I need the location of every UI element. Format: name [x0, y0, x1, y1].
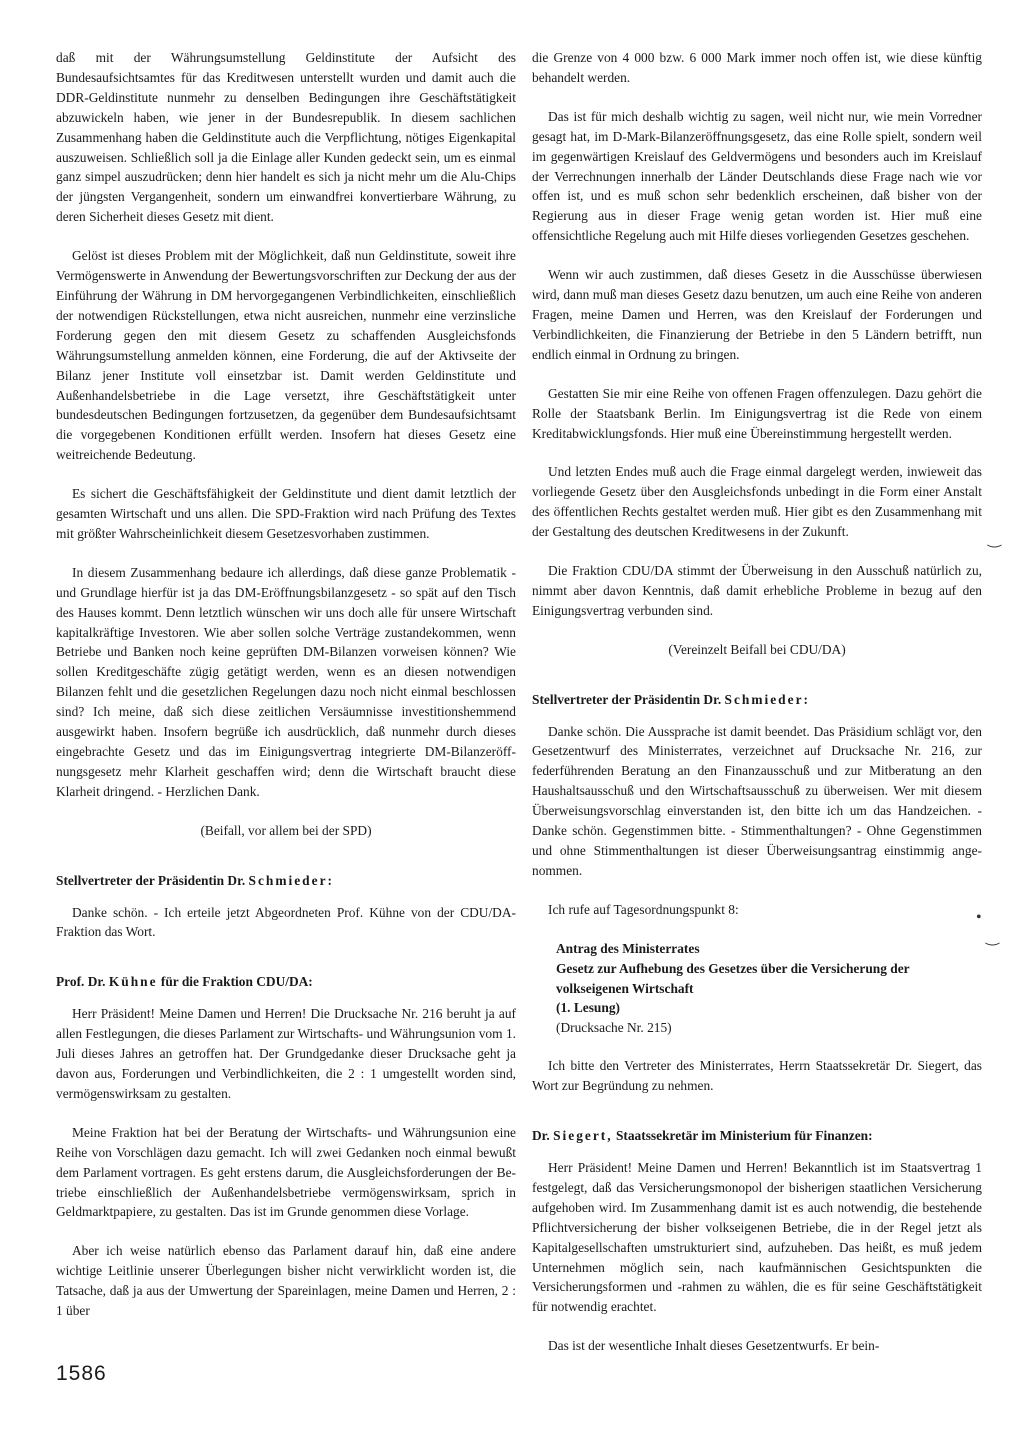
paragraph: Und letzten Endes muß auch die Frage einmal dargelegt werden, inwieweit das vorliegende Gesetz über den Ausgleichsfonds unbedingt in die Form einer Anstalt des öffentlichen Rechts gestaltet werden muß. Hier gibt es den Zusammenhang mit der Gestaltung des deutschen Kreditwesens in der Zukunft. — [532, 464, 982, 540]
paragraph: Danke schön. Die Aussprache ist damit beendet. Das Präsidium schlägt vor, den Gesetzentwurf des Ministerrates, verzeichnet auf Drucksache Nr. 216, zur federführenden Beratung an den Finanzausschuß und zur Mitberatung an den Haushaltsausschuß und den Wirtschaftsausschuß zu überweisen. Wer mit diesem Überweisungsvorschlag einverstanden ist, den bitte ich um das Handzeichen. - Danke schön. Gegenstimmen bitte. - Stimmenthaltungen? - Ohne Gegenstimmen und ohne Stimmenthaltungen ist dieser Überweisungsantrag einstimmig angenommen. — [532, 723, 982, 878]
speaker-heading — [532, 690, 982, 710]
paragraph: Ich rufe auf Tagesordnungspunkt 8: — [548, 901, 739, 917]
margin-mark-icon: ‿ — [988, 531, 1001, 548]
paragraph: Herr Präsident! Meine Damen und Herren! Bekanntlich ist im Staatsvertrag 1 festgelegt, daß das Versicherungsmonopol der bisherigen staatlichen Versicherung aufgehoben wird. Im Zusammenhang damit ist es auch notwendig, die bestehende Pflichtversicherung der bisher volkseigenen Betriebe, die in der Regel jetzt als Kapitalgesellschaften umstrukturiert sind, aufzuheben. Das heißt, es muß jedem Unternehmen möglich sein, nach kaufmännischen Gesichtspunkten die Versicherungsformen und -rahmen zu wählen, die es für seine Geschäftstätigkeit für notwendig erachtet. — [532, 1159, 982, 1315]
paragraph: Gelöst ist dieses Problem mit der Möglichkeit, daß nun Geldinstitute, soweit ihre Vermögenswerte in Anwendung der Bewertungsvorschriften zur Deckung der aus der Einführung der Währung in DM hervorgegangenen Verbindlichkeiten, einschließlich der notwendigen Rückstellungen, etwa nicht ausreichen, nunmehr eine verzinsliche Forderung gegen den mit diesem Gesetz zu schaffenden Ausgleichsfonds Währungsumstellung anmelden können, eine Forderung, die auf der Aktivseite der Bilanz jener Institute voll einsetzbar ist. Damit werden Geldinstitute und Außenhandelsbetriebe in die Lage versetzt, ihre Geschäftstätigkeit unter bundesdeutschen Bedingungen fortzusetzen, da gegenüber dem Bundesaufsichtsamt die vorgegebenen Konditionen erfüllt werden. Insofern hat dieses Gesetz eine weitreichende Bedeutung. — [56, 248, 516, 463]
agenda-line: (Drucksache Nr. 215) — [556, 1020, 672, 1036]
applause-note: (Beifall, vor allem bei der SPD) — [200, 822, 372, 838]
paragraph: Meine Fraktion hat bei der Beratung der Wirtschafts- und Währungsunion eine Reihe von Vorschlägen dazu gemacht. Ich will zwei Gedanken noch einmal bewußt dem Parlament vortragen. Es geht erstens darum, die Ausgleichsforderungen der Betriebe einschließlich der Außenhandelsbetriebe vermögenswirksam, sprich in Geldmarktpapiere, zu gestalten. Das ist im Grunde genommen diese Vorlage. — [56, 1124, 516, 1220]
agenda-item — [556, 939, 982, 1039]
paragraph: Danke schön. - Ich erteile jetzt Abgeordneten Prof. Kühne von der CDU/DA-Fraktion das Wort. — [56, 904, 516, 940]
paragraph: Die Fraktion CDU/DA stimmt der Überweisung in den Ausschuß natürlich zu, nimmt aber davon Kenntnis, daß damit erhebliche Probleme in bezug auf den Einigungsvertrag verbunden sind. — [532, 563, 982, 618]
speaker-title: Stellvertreter der Präsidentin Dr. — [532, 691, 722, 707]
agenda-line: Gesetz zur Aufhebung des Gesetzes über die Versicherung der volkseigenen Wirtschaft — [556, 960, 910, 996]
right-column — [532, 48, 982, 1375]
margin-mark-icon: ‿ — [986, 929, 999, 946]
paragraph: Ich bitte den Vertreter des Ministerrates, Herrn Staatssekretär Dr. Siegert, das Wort zur Begründung zu nehmen. — [532, 1058, 982, 1094]
paragraph: Herr Präsident! Meine Damen und Herren! Die Drucksache Nr. 216 beruht ja auf allen Festlegungen, die dieses Parlament zur Wirtschafts- und Währungsunion vom 1. Juli dieses Jahres an getroffen hat. Der Grundgedanke dieser Drucksache geht ja davon aus, Forderungen und Verbindlichkeiten, die 2 : 1 umgestellt worden sind, vermögenswirksam zu gestalten. — [56, 1006, 516, 1101]
speaker-title: Prof. Dr. — [56, 974, 106, 990]
paragraph: Es sichert die Geschäftsfähigkeit der Geldinstitute und dient damit letztlich der gesamten Wirtschaft und uns allen. Die SPD-Fraktion wird nach Prüfung des Textes mit größter Wahrscheinlichkeit diesem Gesetzesvorhaben zustimmen. — [56, 486, 516, 541]
paragraph: Das ist der wesentliche Inhalt dieses Gesetzentwurfs. Er bein- — [548, 1338, 880, 1354]
speaker-affiliation: für die Fraktion CDU/DA: — [160, 974, 313, 990]
applause-note: (Vereinzelt Beifall bei CDU/DA) — [668, 641, 846, 657]
speaker-name: Schmieder: — [724, 691, 810, 707]
speaker-name: Schmieder: — [248, 872, 334, 888]
paragraph: daß mit der Währungsumstellung Geldinstitute der Aufsicht des Bundesaufsichtsamtes für das Kreditwesen unterstellt wurden und damit auch die DDR-Geldinstitute nunmehr zu denselben Bedingungen ihre Geschäftstätigkeit abzuwickeln haben, wie jener in der Bundesrepublik. In diesem sachlichen Zusammenhang haben die Geldinstitute auch die Verpflichtung, nötiges Eigenkapital auszuweisen. Schließlich soll ja die Einlage aller Kunden gedeckt sein, um es einmal ganz simpel auszudrücken; denn hier handelt es sich ja nicht mehr um die Alu-Chips der jüngsten Vergangenheit, sondern um einwandfrei konvertierbare Währung, zu deren Sicherheit dieses Gesetz mit dient. — [56, 50, 516, 225]
agenda-line: (1. Lesung) — [556, 1000, 620, 1016]
agenda-line: Antrag des Ministerrates — [556, 940, 700, 956]
speaker-title: Stellvertreter der Präsidentin Dr. — [56, 872, 246, 888]
speaker-affiliation: Staatssekretär im Ministerium für Finanzen: — [615, 1128, 873, 1144]
left-column — [56, 48, 516, 1340]
speaker-name: Kühne — [108, 974, 158, 990]
paragraph: Wenn wir auch zustimmen, daß dieses Gesetz in die Ausschüsse überwiesen wird, dann muß man dieses Gesetz dazu benutzen, um auch eine Reihe von anderen Fragen, meine Damen und Herren, was den Kreislauf der Forderungen und Verbindlichkeiten, die Finanzierung der Betriebe in den 5 Ländern betrifft, nun endlich einmal in Ordnung zu bringen. — [532, 267, 982, 362]
paragraph: Das ist für mich deshalb wichtig zu sagen, weil nicht nur, wie mein Vorredner gesagt hat, im D-Mark-Bilanzeröffnungsgesetz, das eine Rolle spielt, sondern weil im gegenwärtigen Kreislauf des Geldvermögens und besonders auch im Kreislauf der Verrechnungen innerhalb der Länder Deutschlands diese Frage nach wie vor offen ist, und es muß schon sehr bedenklich erscheinen, daß bisher von der Regierung aus in dieser Frage wenig getan worden ist. Hier muß eine offensichtliche Regelung auch mit Hilfe dieses vorliegenden Gesetzes geschehen. — [532, 108, 982, 244]
paragraph: Aber ich weise natürlich ebenso das Parlament darauf hin, daß eine andere wichtige Leitlinie unserer Überlegungen bisher nicht verwirklicht worden ist, die Tatsache, daß ja aus der Umwertung der Spareinlagen, meine Damen und Herren, 2 : 1 über — [56, 1243, 516, 1319]
speaker-heading — [56, 972, 516, 992]
speaker-title: Dr. — [532, 1128, 550, 1144]
paragraph: die Grenze von 4 000 bzw. 6 000 Mark immer noch offen ist, wie diese künftig behandelt werden. — [532, 50, 982, 85]
margin-mark-icon: • — [976, 909, 982, 926]
paragraph: Gestatten Sie mir eine Reihe von offenen Fragen offenzulegen. Dazu gehört die Rolle der Staatsbank Berlin. Im Einigungsvertrag ist die Rede von einem Kreditabwicklungsfonds. Hier muß eine Übereinstimmung hergestellt werden. — [532, 385, 982, 441]
speaker-heading — [56, 871, 516, 891]
page-number: 1586 — [56, 1362, 107, 1385]
speaker-heading — [532, 1126, 982, 1146]
speaker-name: Siegert, — [553, 1128, 613, 1144]
paragraph: In diesem Zusammenhang bedaure ich allerdings, daß diese ganze Problematik - und Grundlage hierfür ist ja das DM-Eröffnungsbilanzgesetz - so spät auf den Tisch des Hauses kommt. Denn letztlich wünschen wir uns doch alle für unsere Wirtschaft kapitalkräftige Investoren. Wie aber sollen solche Verträge zustandekommen, wenn Betriebe und Banken noch keine geprüften DM-Bilanzen vorweisen können? Wie sollen Kreditgeschäfte zügig getätigt werden, wenn es an diesen notwendigen Bilanzen fehlt und die gesetzlichen Regelungen dazu noch nicht einmal beschlossen sind? Ich meine, daß sich diese zeitlichen Versäumnisse investitionshemmend ausgewirkt haben. Insofern begrüße ich ausdrücklich, daß nunmehr durch dieses eingebrachte Gesetz und das im Einigungsvertrag integrierte DM-Bilanzeröffnungsgesetz mehr Klarheit geschaffen wird; denn die Wirtschaft braucht diese Klarheit dringend. - Herzlichen Dank. — [56, 564, 516, 799]
